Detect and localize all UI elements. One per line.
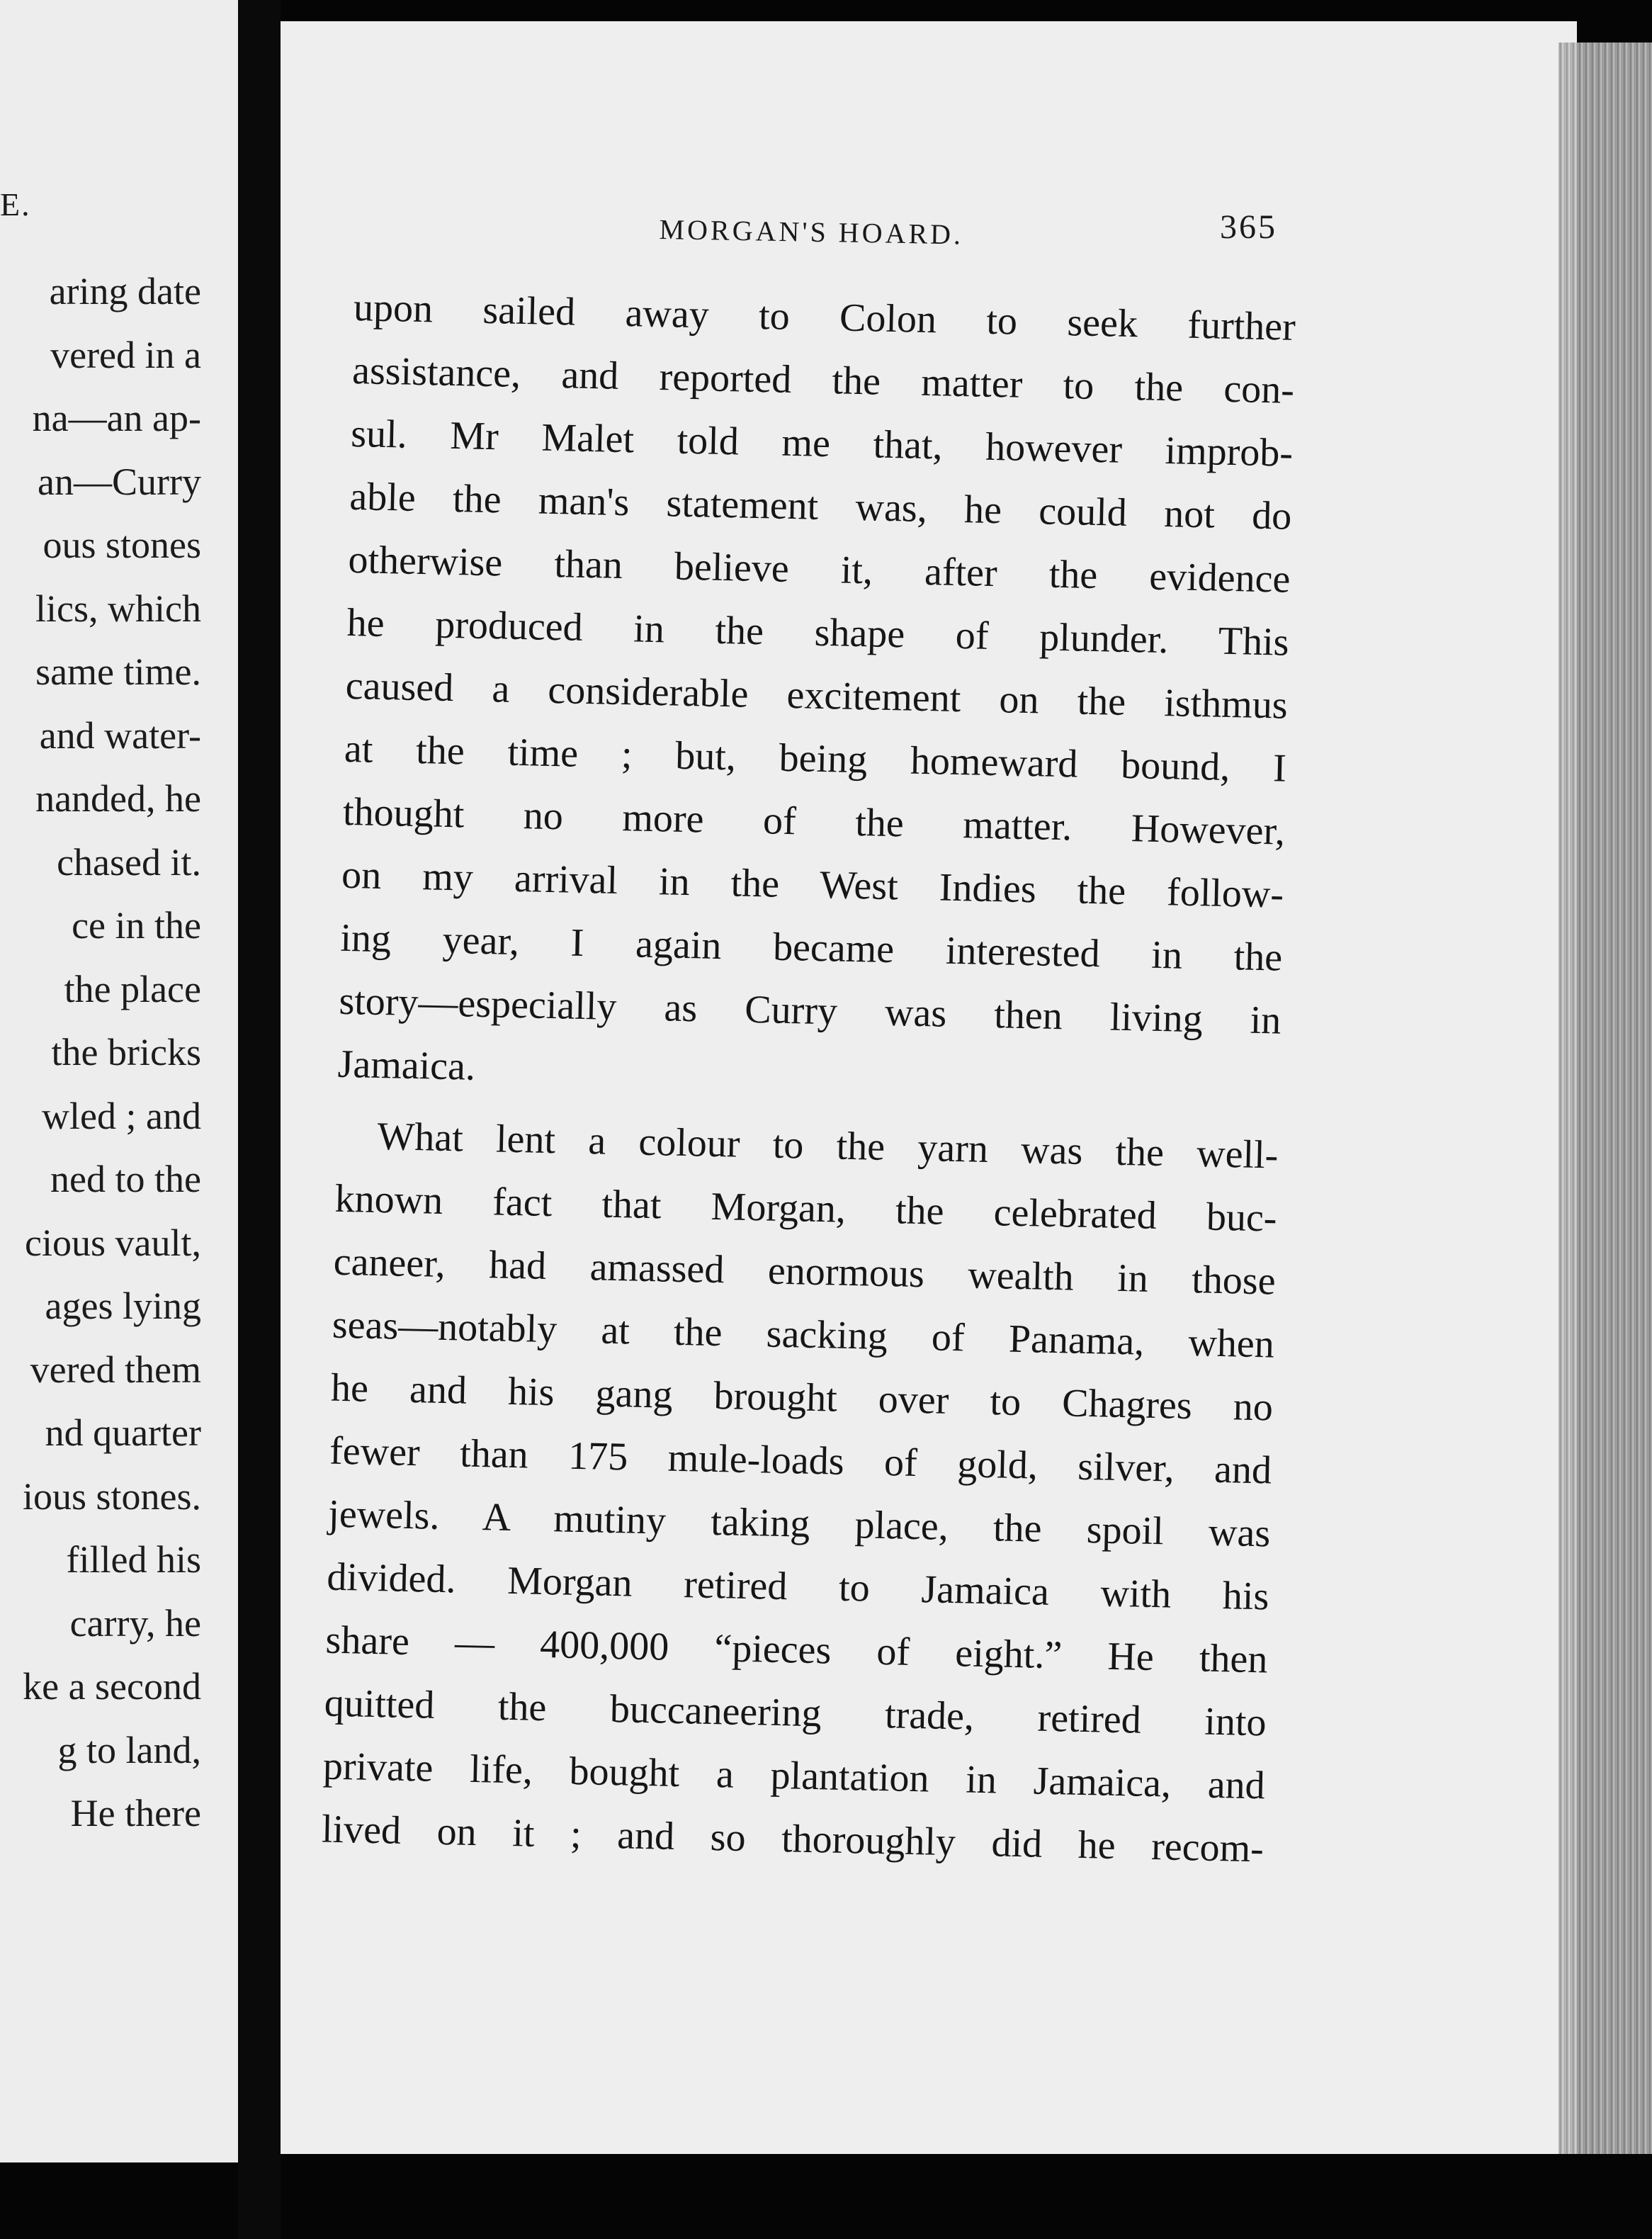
previous-page-line: He there — [70, 1792, 201, 1834]
text-line: able the man's statement was, he could not do — [349, 474, 1292, 538]
previous-page-line: same time. — [35, 650, 201, 693]
previous-page-line: vered in a — [50, 333, 201, 376]
previous-page-line: cious vault, — [25, 1221, 201, 1264]
previous-page-line: lics, which — [35, 587, 201, 630]
previous-page-line: na—an ap- — [32, 397, 201, 439]
previous-page-line: ages lying — [45, 1285, 201, 1327]
text-line: seas—notably at the sacking of Panama, when — [332, 1302, 1275, 1367]
previous-page-line: aring date — [49, 270, 201, 312]
text-line: divided. Morgan retired to Jamaica with his — [326, 1555, 1269, 1619]
previous-page-line: carry, he — [69, 1601, 201, 1645]
previous-page-line: ous stones — [43, 524, 201, 566]
text-line: What lent a colour to the yarn was the well- — [376, 1114, 1279, 1178]
previous-page-line: wled ; and — [42, 1094, 201, 1137]
page-stack-edge — [1558, 43, 1652, 2154]
text-line: he and his gang brought over to Chagres no — [330, 1365, 1274, 1430]
previous-page-line: ned to the — [50, 1158, 201, 1200]
previous-page-line: filled his — [66, 1538, 201, 1581]
previous-page-line: and water- — [39, 714, 201, 757]
previous-page-line: an—Curry — [38, 460, 201, 503]
running-head: MORGAN'S HOARD. — [659, 213, 964, 251]
previous-page-line: ce in the — [72, 904, 201, 947]
text-line: share — 400,000 “pieces of eight.” He then — [325, 1618, 1269, 1682]
text-line: at the time ; but, being homeward bound, I — [344, 726, 1287, 791]
book-gutter — [238, 0, 281, 2239]
paragraph — [321, 1105, 1279, 1881]
previous-page-line: the place — [64, 967, 201, 1010]
text-line: known fact that Morgan, the celebrated buc- — [334, 1176, 1278, 1241]
previous-page-line: nanded, he — [35, 777, 201, 820]
paragraph — [337, 276, 1296, 1116]
text-line: ing year, I again became interested in the — [339, 915, 1283, 980]
text-line: upon sailed away to Colon to seek further — [353, 285, 1296, 349]
text-line: he produced in the shape of plunder. This — [346, 600, 1290, 665]
previous-page-line: chased it. — [57, 840, 201, 884]
previous-page-line: nd quarter — [45, 1411, 201, 1454]
text-line: caneer, had amassed enormous wealth in those — [333, 1239, 1277, 1304]
text-line: assistance, and reported the matter to the con- — [351, 348, 1295, 412]
previous-page-line: vered them — [30, 1348, 201, 1391]
previous-page-line: ke a second — [23, 1665, 201, 1708]
previous-page-line: g to land, — [57, 1728, 201, 1771]
text-line: Jamaica. — [337, 1042, 476, 1089]
text-line: fewer than 175 mule-loads of gold, silver, and — [329, 1428, 1272, 1493]
text-line: thought no more of the matter. However, — [342, 789, 1286, 854]
previous-page-line: ious stones. — [22, 1474, 201, 1518]
text-line: otherwise than believe it, after the evidence — [347, 537, 1291, 602]
text-line: story—especially as Curry was then living in — [338, 978, 1282, 1043]
text-line: private life, bought a plantation in Jamaica, and — [322, 1744, 1266, 1808]
text-line: jewels. A mutiny taking place, the spoil was — [327, 1491, 1271, 1556]
text-line: caused a considerable excitement on the isthmus — [345, 663, 1289, 728]
previous-page-line: the bricks — [51, 1031, 201, 1073]
text-line: lived on it ; and so thoroughly did he recom- — [321, 1807, 1265, 1871]
text-line: on my arrival in the West Indies the follow- — [341, 852, 1284, 917]
text-line: quitted the buccaneering trade, retired into — [324, 1681, 1267, 1745]
previous-page — [0, 0, 238, 2162]
page-number: 365 — [1220, 208, 1277, 246]
body-text — [321, 276, 1296, 1880]
text-line: sul. Mr Malet told me that, however improb- — [350, 411, 1294, 475]
previous-page-header-fragment: E. — [0, 186, 31, 222]
